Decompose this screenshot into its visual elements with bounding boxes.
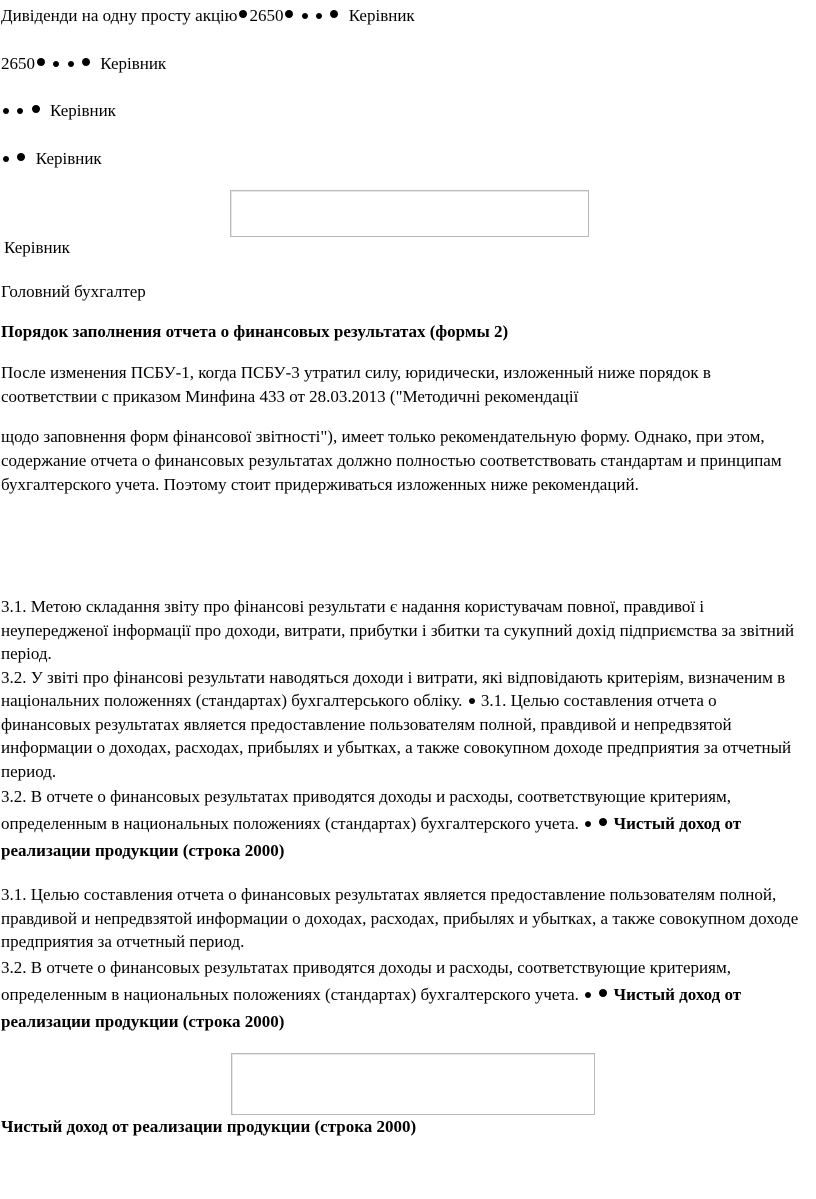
paragraph-3-2-ru-group <box>1 783 801 864</box>
net-revenue-label: Чистый доход от реализации продукции (строка 2000) <box>1 984 742 1031</box>
content-block-1 <box>1 595 801 864</box>
manager-label: Керівник <box>4 238 70 257</box>
section-heading: Порядок заполнения отчета о финансовых результатах (формы 2) <box>1 322 509 341</box>
bullet-icon <box>330 10 338 18</box>
manager-label: Керівник <box>50 101 116 120</box>
manager-label: Керівник <box>348 6 415 25</box>
net-revenue-label: Чистый доход от реализации продукции (строка 2000) <box>1 814 742 860</box>
bullet-icon <box>3 108 9 114</box>
bullet-icon <box>68 61 74 67</box>
manager-label: Керівник <box>35 149 102 168</box>
code-value: 2650 <box>1 54 35 73</box>
paragraph-3-1-ua: 3.1. Метою складання звіту про фінансові результати є надання користувачам повної, правдивої і неупередженої інформації про доходи, витрати, прибутки і збитки та сукупний дохід підприємства за звітний період. <box>1 597 795 663</box>
line-code-manager <box>1 52 166 76</box>
paragraph-3-2-ua-group <box>1 666 801 784</box>
paragraph-3-2-ru: 3.2. В отчете о финансовых результатах приводятся доходы и расходы, соответствующие критериям, определенным в национальных положениях (стандартах) бухгалтерского учета. <box>1 787 731 833</box>
bullet-icon <box>37 58 45 66</box>
bullet-icon <box>585 821 591 827</box>
bullet-icon <box>239 10 247 18</box>
bullet-icon <box>585 992 591 998</box>
line-manager-3 <box>1 99 116 123</box>
content-block-2 <box>1 883 801 1035</box>
bullet-icon <box>469 698 475 704</box>
image-placeholder <box>231 1053 595 1115</box>
bullet-icon <box>53 61 59 67</box>
dividends-label: Дивіденди на одну просту акцію <box>1 6 238 25</box>
bullet-icon <box>599 989 607 997</box>
bullet-icon <box>316 13 322 19</box>
line-manager-4 <box>1 147 102 171</box>
paragraph-3-1-ru: 3.1. Целью составления отчета о финансовых результатах является предоставление пользователям полной, правдивой и непредвзятой информации о доходах, расходах, прибылях и убытках, а также совокупном доходе предприятия за отчетный период. <box>1 691 792 781</box>
line-dividends <box>1 4 415 28</box>
bullet-icon <box>302 13 308 19</box>
bullet-icon <box>3 156 9 162</box>
bullet-icon <box>32 105 40 113</box>
chief-accountant-label: Головний бухгалтер <box>1 282 146 301</box>
paragraph-3-2-ru-group <box>1 954 801 1035</box>
paragraph-3-2-ua: 3.2. У звіті про фінансові результати наводяться доходи і витрати, які відповідають критеріям, визначеним в національних положеннях (стандартах) бухгалтерського обліку. <box>1 667 786 710</box>
manager-label: Керівник <box>100 54 167 73</box>
paragraph-3-2-ru: 3.2. В отчете о финансовых результатах приводятся доходы и расходы, соответствующие критериям, определенным в национальных положениях (стандартах) бухгалтерского учета. <box>1 957 731 1004</box>
bullet-icon <box>17 153 25 161</box>
final-heading: Чистый доход от реализации продукции (строка 2000) <box>1 1117 417 1136</box>
intro-paragraph-2: щодо заповнення форм фінансової звітності"), имеет только рекомендательную форму. Однако, при этом, содержание отчета о финансовых результатах должно полностью соответствовать стандартам и принципам бухгалтерского учета. Поэтому стоит придерживаться изложенных ниже рекомендаций. <box>1 427 782 494</box>
bullet-icon <box>82 58 90 66</box>
bullet-icon <box>17 108 23 114</box>
dividends-code: 2650 <box>249 6 284 25</box>
bullet-icon <box>285 10 293 18</box>
intro-paragraph-1: После изменения ПСБУ-1, когда ПСБУ-3 утратил силу, юридически, изложенный ниже порядок в соответствии с приказом Минфина 433 от 28.03.2013 ("Методичні рекомендації <box>1 363 711 406</box>
image-placeholder <box>230 190 589 237</box>
bullet-icon <box>599 818 607 826</box>
paragraph-3-1-ru: 3.1. Целью составления отчета о финансовых результатах является предоставление пользователям полной, правдивой и непредвзятой информации о доходах, расходах, прибылях и убытках, а также совокупном доходе предприятия за отчетный период. <box>1 885 799 951</box>
